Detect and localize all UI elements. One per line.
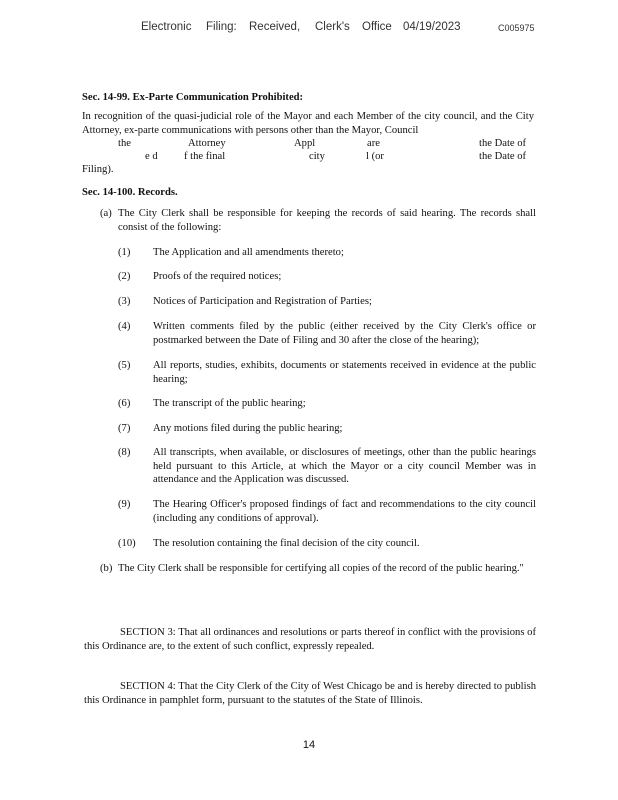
subsection-b bbox=[100, 562, 536, 576]
record-item bbox=[118, 246, 536, 260]
subsection-text: The City Clerk shall be responsible for certifying all copies of the record of the public hearing." bbox=[118, 563, 524, 574]
header-date: 04/19/2023 bbox=[403, 21, 461, 33]
header-word: Received, bbox=[249, 21, 301, 33]
record-item bbox=[118, 446, 536, 487]
record-item bbox=[118, 498, 536, 525]
text-fragment: Appl bbox=[294, 138, 316, 149]
text-fragment: f the final bbox=[184, 151, 226, 162]
item-number: (1) bbox=[118, 247, 131, 258]
header-word: Filing: bbox=[206, 21, 237, 33]
text-fragment: l (or bbox=[366, 151, 384, 162]
item-text: Any motions filed during the public hearing; bbox=[153, 423, 343, 434]
record-item bbox=[118, 320, 536, 347]
text-fragment: the Date of bbox=[479, 138, 527, 149]
item-number: (8) bbox=[118, 447, 131, 458]
item-text: All reports, studies, exhibits, documents or statements received in evidence at the public hearing; bbox=[153, 360, 536, 385]
subsection-a bbox=[100, 207, 536, 234]
record-item bbox=[118, 359, 536, 386]
record-item bbox=[118, 270, 536, 284]
header-word: Office bbox=[362, 21, 392, 33]
item-number: (4) bbox=[118, 321, 131, 332]
item-text: Proofs of the required notices; bbox=[153, 271, 282, 282]
subsection-text: The City Clerk shall be responsible for keeping the records of said hearing. The records shall consist of the following: bbox=[118, 208, 536, 233]
item-text: Written comments filed by the public (either received by the City Clerk's office or postmarked between the Date of Filing and 30 after the close of the hearing); bbox=[153, 321, 536, 346]
item-text: Notices of Participation and Registration of Parties; bbox=[153, 296, 372, 307]
item-number: (7) bbox=[118, 423, 131, 434]
record-item bbox=[118, 295, 536, 309]
section-4-paragraph: SECTION 4: That the City Clerk of the City of West Chicago be and is hereby directed to publish this Ordinance in pamphlet form, pursuant to the statutes of the State of Illinois. bbox=[84, 681, 536, 706]
item-number: (10) bbox=[118, 538, 136, 549]
section-3-paragraph: SECTION 3: That all ordinances and resolutions or parts thereof in conflict with the provisions of this Ordinance are, to the extent of such conflict, expressly repealed. bbox=[84, 627, 536, 652]
item-text: All transcripts, when available, or disclosures of meetings, other than the public hearings held pursuant to this Article, at which the Mayor or a city council Member was in attendance and the Application was discussed. bbox=[153, 447, 536, 485]
item-number: (2) bbox=[118, 271, 131, 282]
item-text: The Application and all amendments thereto; bbox=[153, 247, 344, 258]
item-text: The transcript of the public hearing; bbox=[153, 398, 306, 409]
filing-header bbox=[0, 21, 618, 37]
section-14-100-title: Sec. 14-100. Records. bbox=[82, 187, 178, 198]
text-fragment: e d bbox=[145, 151, 158, 162]
page-number: 14 bbox=[302, 739, 316, 751]
record-item bbox=[118, 422, 536, 436]
item-text: The resolution containing the final decision of the city council. bbox=[153, 538, 420, 549]
item-number: (3) bbox=[118, 296, 131, 307]
text-fragment: are bbox=[367, 138, 380, 149]
section-14-99-tail: Filing). bbox=[82, 164, 114, 175]
record-item bbox=[118, 537, 536, 551]
subsection-label: (b) bbox=[100, 563, 113, 574]
text-fragment: the bbox=[118, 138, 131, 149]
subsection-label: (a) bbox=[100, 208, 112, 219]
header-word: Electronic bbox=[141, 21, 192, 33]
header-doc-id: C005975 bbox=[498, 23, 535, 33]
item-number: (5) bbox=[118, 360, 131, 371]
item-text: The Hearing Officer's proposed findings of fact and recommendations to the city council (including any conditions of approval). bbox=[153, 499, 536, 524]
item-number: (9) bbox=[118, 499, 131, 510]
text-fragment: the Date of bbox=[479, 151, 527, 162]
item-number: (6) bbox=[118, 398, 131, 409]
record-item bbox=[118, 397, 536, 411]
section-14-99-body: In recognition of the quasi-judicial role of the Mayor and each Member of the city council, and the City Attorney, ex-parte communications with persons other than the Mayor, Council bbox=[82, 111, 534, 136]
header-word: Clerk's bbox=[315, 21, 350, 33]
text-fragment: Attorney bbox=[188, 138, 226, 149]
section-14-99-title: Sec. 14-99. Ex-Parte Communication Prohibited: bbox=[82, 92, 304, 103]
text-fragment: city bbox=[309, 151, 325, 162]
